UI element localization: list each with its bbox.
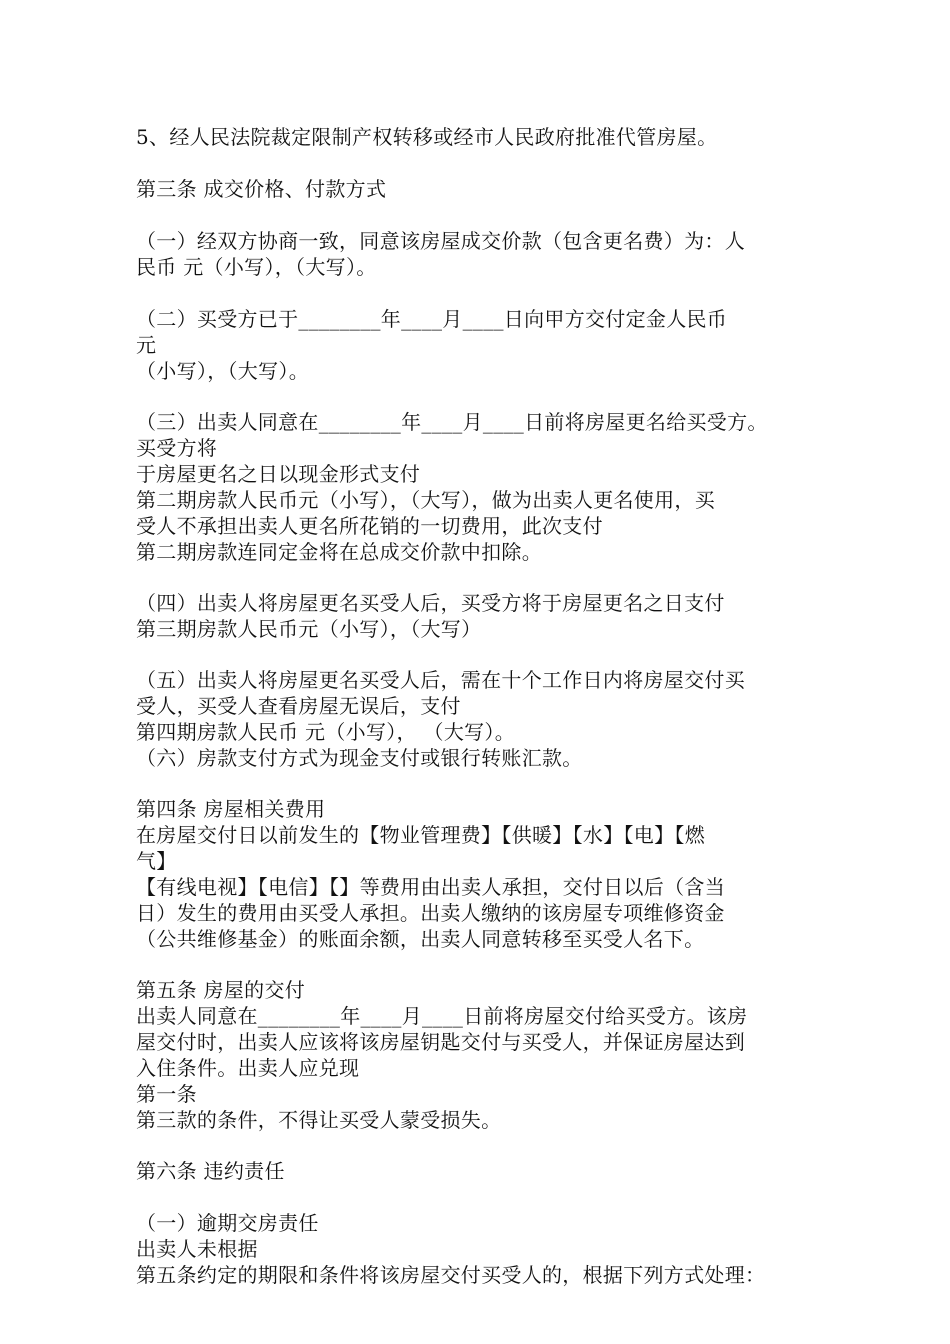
article-3-item-2-line-1: （二）买受方已于________年____月____日向甲方交付定金人民币	[136, 307, 728, 331]
article-6-item-1-line-1: 出卖人未根据	[136, 1237, 258, 1261]
article-4-line-2: 气】	[136, 849, 177, 873]
article-3-item-3-line-3: 于房屋更名之日以现金形式支付	[136, 462, 421, 486]
article-3-item-2-line-2: 元	[136, 333, 157, 357]
article-5-line-5: 第三款的条件，不得让买受人蒙受损失。	[136, 1108, 502, 1132]
article-5-line-1: 出卖人同意在________年____月____日前将房屋交付给买受方。该房	[136, 1004, 748, 1028]
article-6-item-1-heading: （一）逾期交房责任	[136, 1211, 319, 1235]
article-5-line-3: 入住条件。出卖人应兑现	[136, 1056, 360, 1080]
article-5-line-4: 第一条	[136, 1082, 197, 1106]
article-4-line-4: 日）发生的费用由买受人承担。出卖人缴纳的该房屋专项维修资金	[136, 901, 725, 925]
article-4-line-3: 【有线电视】【电信】【】等费用由出卖人承担，交付日以后（含当	[136, 875, 725, 899]
article-3-item-2-line-3: （小写），（大写）。	[136, 359, 309, 383]
article-3-item-6: （六）房款支付方式为现金支付或银行转账汇款。	[136, 746, 583, 770]
article-3-item-3-line-5: 受人不承担出卖人更名所花销的一切费用，此次支付	[136, 514, 603, 538]
article-3-item-5-line-2: 受人，买受人查看房屋无误后，支付	[136, 694, 461, 718]
article-3-item-3-line-4: 第二期房款人民币元（小写），（大写），做为出卖人更名使用，买	[136, 488, 715, 512]
article-3-item-4-line-1: （四）出卖人将房屋更名买受人后，买受方将于房屋更名之日支付	[136, 591, 725, 615]
article-5-line-2: 屋交付时，出卖人应该将该房屋钥匙交付与买受人，并保证房屋达到	[136, 1030, 745, 1054]
article-6-heading: 第六条 违约责任	[136, 1159, 285, 1183]
article-3-item-5-line-1: （五）出卖人将房屋更名买受人后，需在十个工作日内将房屋交付买	[136, 668, 745, 692]
article-3-item-3-line-6: 第二期房款连同定金将在总成交价款中扣除。	[136, 540, 542, 564]
article-6-item-1-line-2: 第五条约定的期限和条件将该房屋交付买受人的，根据下列方式处理：	[136, 1263, 766, 1287]
article-3-heading: 第三条 成交价格、付款方式	[136, 177, 387, 201]
article-4-line-1: 在房屋交付日以前发生的【物业管理费】【供暖】【水】【电】【燃	[136, 823, 705, 847]
article-3-item-1-line-1: （一）经双方协商一致，同意该房屋成交价款（包含更名费）为：人	[136, 229, 745, 253]
article-4-line-5: （公共维修基金）的账面余额，出卖人同意转移至买受人名下。	[136, 927, 705, 951]
article-5-heading: 第五条 房屋的交付	[136, 978, 306, 1002]
clause-2-item-5: 5、经人民法院裁定限制产权转移或经市人民政府批准代管房屋。	[136, 125, 718, 149]
article-3-item-1-line-2: 民币 元（小写），（大写）。	[136, 255, 377, 279]
article-4-heading: 第四条 房屋相关费用	[136, 797, 326, 821]
article-3-item-5-line-3: 第四期房款人民币 元（小写）， （大写）。	[136, 720, 516, 744]
article-3-item-3-line-1: （三）出卖人同意在________年____月____日前将房屋更名给买受方。	[136, 410, 768, 434]
article-3-item-4-line-2: 第三期房款人民币元（小写），（大写）	[136, 617, 482, 641]
article-3-item-3-line-2: 买受方将	[136, 436, 218, 460]
